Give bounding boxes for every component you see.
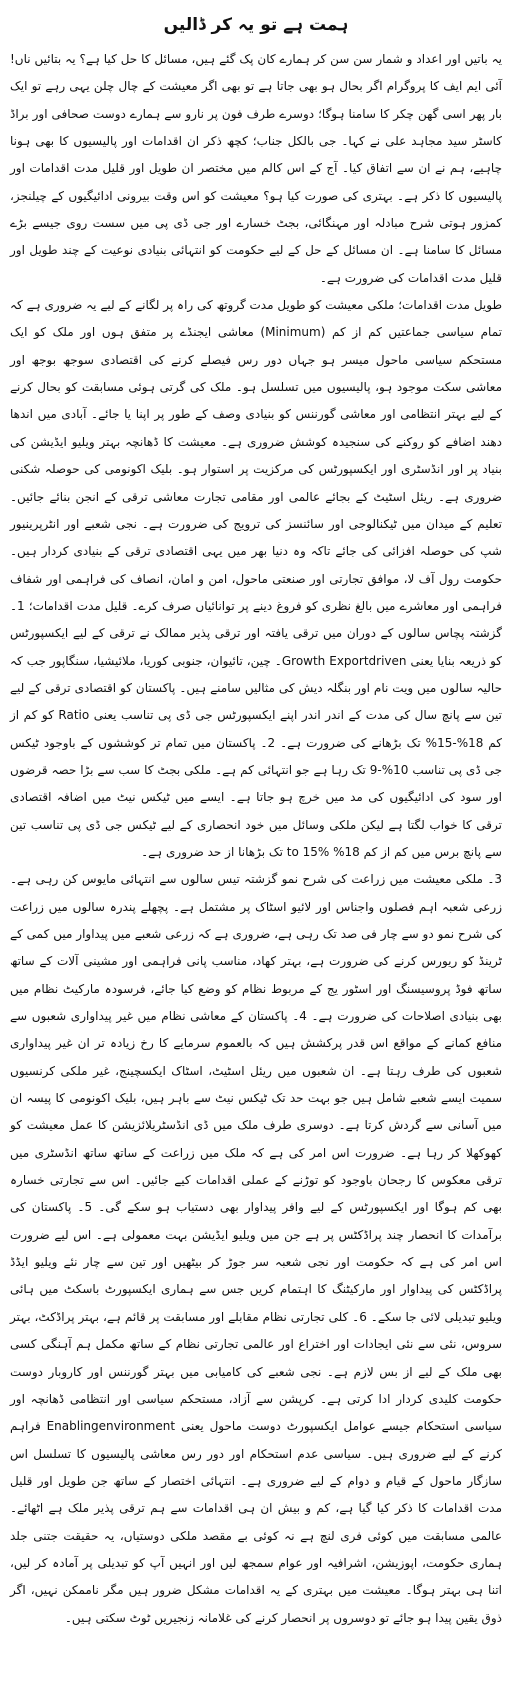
article-title: ہمت ہے تو یہ کر ڈالیں [163, 15, 349, 35]
article-paragraph: 3۔ ملکی معیشت میں زراعت کی شرح نمو گزشتہ تیس سالوں سے انتہائی مایوس کن رہی ہے۔ زرعی شعبہ اہم فصلوں واجناس اور لائیو اسٹاک پر مشتمل ہے۔ پچھلے پندرہ سالوں میں زراعت کی شرح نمو دو سے چار فی صد تک رہی ہے، ضروری ہے کہ زرعی شعبے میں پیداوار میں کمی کے ٹرینڈ کو ریورس کرنے کی ضرورت ہے، بہتر کھاد، مناسب پانی فراہمی اور مشینی آلات کے ساتھ ساتھ فوڈ پروسیسنگ اور اسٹور یج کے مربوط نظام کو وضع کیا جائے، فرسودہ مارکیٹ نظام میں بھی بنیادی اصلاحات کی ضرورت ہے۔ 4۔ پاکستان کے معاشی نظام میں غیر پیداواری شعبوں سے منافع کمانے کے مواقع اس قدر پرکشش ہیں کہ بالعموم سرمایے کا رخ زیادہ تر ان غیر پیداواری شعبوں کی طرف رہتا ہے۔ ان شعبوں میں ریئل اسٹیٹ، اسٹاک ایکسچینج، غیر ملکی کرنسیوں سمیت ایسے شعبے شامل ہیں جو بہت حد تک ٹیکس نیٹ سے باہر ہیں، بلیک اکونومی کا پیسہ ان میں آسانی سے گردش کرتا ہے۔ دوسری طرف ملک میں ڈی انڈسٹریلائزیشن کا عمل معیشت کو کھوکھلا کر رہا ہے۔ ضرورت اس امر کی ہے کہ ملک میں زراعت کے ساتھ ساتھ انڈسٹری میں ترقی معکوس کا رجحان باوجود کو توڑنے کے عملی اقدامات کیے جائیں۔ اس سے تجارتی خسارہ بھی کم ہوگا اور ایکسپورٹس کے لیے وافر پیداوار بھی دستیاب ہو سکے گی۔ 5۔ پاکستان کی برآمدات کا انحصار چند پراڈکٹس پر ہے جن میں ویلیو ایڈیشن بہت معمولی ہے۔ اس لیے ضرورت اس امر کی ہے کہ حکومت اور نجی شعبہ سر جوڑ کر بیٹھیں اور تین سے چار نئے ویلیو ایڈڈ پراڈکٹس کی پیداوار اور مارکیٹنگ کا اہتمام کریں جس سے ہماری ایکسپورٹ باسکٹ میں ہائی ویلیو تبدیلی لائی جا سکے۔ 6۔ کلی تجارتی نظام مقابلے اور مسابقت پر قائم ہے، بہتر پراڈکٹ، بہتر سروس، نئی سے نئی ایجادات اور اختراع اور عالمی تجارتی نظام کے ساتھ مکمل ہم آہنگی کسی بھی ملک کے لیے از بس لازم ہے۔ نجی شعبے کی کامیابی میں بہتر گورننس اور کاروبار دوست حکومت کلیدی کردار ادا کرتی ہے۔ کرپشن سے آزاد، مستحکم سیاسی اور انتظامی ڈھانچہ اور سیاسی استحکام جیسے عوامل ایکسپورٹ دوست ماحول یعنی Enablingenvironment فراہم کرنے کے لیے ضروری ہیں۔ سیاسی عدم استحکام اور دور رس معاشی پالیسیوں کا تسلسل اس سازگار ماحول کے قیام و دوام کے لیے ضروری ہے۔ انتہائی اختصار کے ساتھ جن طویل اور قلیل مدت اقدامات کا ذکر کیا گیا ہے، کم و بیش ان ہی اقدامات سے ہم ترقی پذیر ملک ہے اٹھائے۔ عالمی مسابقت میں کوئی فری لنچ ہے نہ کوئی بے مقصد ملکی دوستیاں، یہ حقیقت جتنی جلد ہماری حکومت، اپوزیشن، اشرافیہ اور عوام سمجھ لیں اور انہیں آپ کو تبدیلی پر آمادہ کر لیں، اتنا ہی بہتر ہوگا۔ معیشت میں بہتری کے یہ اقدامات مشکل ضرور ہیں مگر ناممکن نہیں، اگر ذوق یقین پیدا ہو جائے تو دوسروں پر انحصار کرنے کی غلامانہ زنجیریں ٹوٹ سکتی ہیں۔ [10, 872, 503, 1625]
article-paragraph: طویل مدت اقدامات؛ ملکی معیشت کو طویل مدت گروتھ کی راہ پر لگانے کے لیے یہ ضروری ہے کہ تمام سیاسی جماعتیں کم از کم (Minimum) معاشی ایجنڈے پر متفق ہوں اور ملک کو ایک مستحکم سیاسی ماحول میسر ہو جہاں دور رس فیصلے کرنے کی اقتصادی سوجھ بوجھ اور معاشی سکت موجود ہو، پالیسیوں میں تسلسل ہو۔ ملک کی گرتی ہوئی مسابقت کو بحال کرنے کے لیے بہتر انتظامی اور معاشی گورننس کو بنیادی وصف کے طور پر اپنا یا جائے۔ آبادی میں اندھا دھند اضافے کو روکنے کی سنجیدہ کوشش ضروری ہے۔ معیشت کا ڈھانچہ بہتر ویلیو ایڈیشن کی بنیاد پر اور انڈسٹری اور ایکسپورٹس کی مرکزیت پر استوار ہو۔ بلیک اکونومی کی حوصلہ شکنی ضروری ہے۔ ریئل اسٹیٹ کے بجائے عالمی اور مقامی تجارت معاشی ترقی کے انجن بنائے جائیں۔ تعلیم کے میدان میں ٹیکنالوجی اور سائنسز کی ترویج کی ضرورت ہے۔ نجی شعبے اور انٹرپرینیور شپ کی حوصلہ افزائی کی جائے تاکہ وہ دنیا بھر میں یہی اقتصادی ترقی کے بنیادی کردار ہیں۔ حکومت رول آف لا، موافق تجارتی اور صنعتی ماحول، امن و امان، انصاف کی فراہمی اور شفاف فراہمی اور معاشرے میں بالغ نظری کو فروغ دینے پر توانائیاں صرف کرے۔ قلیل مدت اقدامات؛ 1۔ گزشتہ پچاس سالوں کے دوران میں ترقی یافتہ اور ترقی پذیر ممالک نے ترقی کے لیے ایکسپورٹس کو ذریعہ بنایا یعنی Growth Exportdriven۔ چین، تائیوان، جنوبی کوریا، ملائیشیا، سنگاپور جب کہ حالیہ سالوں میں ویت نام اور بنگلہ دیش کی مثالیں سامنے ہیں۔ پاکستان کو اقتصادی ترقی کے لیے تین سے پانچ سال کی مدت کے اندر اندر اپنے ایکسپورٹس جی ڈی پی تناسب یعنی Ratio کو کم از کم 18%-15% تک بڑھانے کی ضرورت ہے۔ 2۔ پاکستان میں تمام تر کوششوں کے باوجود ٹیکس جی ڈی پی تناسب 10%-9 تک رہا ہے جو انتہائی کم ہے۔ ملکی بجٹ کا سب سے بڑا حصہ قرضوں اور سود کی ادائیگیوں کی مد میں خرچ ہو جاتا ہے۔ ایسے میں ٹیکس نیٹ میں اضافہ اقتصادی ترقی کا خواب لگتا ہے لیکن ملکی وسائل میں خود انحصاری کے لیے ٹیکس جی ڈی پی تناسب تین سے پانچ برس میں کم از کم 18% to 15% تک بڑھانا از حد ضروری ہے۔ [10, 298, 503, 859]
article-body [10, 46, 502, 1632]
article-paragraph: یہ باتیں اور اعداد و شمار سن سن کر ہمارے کان پک گئے ہیں، مسائل کا حل کیا ہے؟ یہ بتائیں ناں! آئی ایم ایف کا پروگرام اگر بحال ہو بھی جاتا ہے تو بھی اگر معیشت کے چال چلن یہی رہے تو ایک بار پھر اسی گھن چکر کا سامنا ہوگا؛ دوسرے طرف فون پر نارو سے ہمارے دوست صحافی اور براڈ کاسٹر سید مجاہد علی نے کہا۔ جی بالکل جناب؛ کچھ ذکر ان اقدامات اور پالیسیوں کا بھی ہونا چاہیے، ہم نے ان سے اتفاق کیا۔ آج کے اس کالم میں مختصر ان طویل اور قلیل مدت اقدامات اور پالیسیوں کا ذکر ہے۔ بہتری کی صورت کیا ہو؟ معیشت کو اس وقت بیرونی ادائیگیوں کے چیلنجز، کمزور ہوتی شرح مبادلہ اور مہنگائی، بجٹ خسارے اور جی ڈی پی میں سست روی جیسے بڑے مسائل کا سامنا ہے۔ ان مسائل کے حل کے لیے حکومت کو انتہائی بنیادی نوعیت کے چند طویل اور قلیل مدت اقدامات کی ضرورت ہے۔ [10, 52, 502, 285]
